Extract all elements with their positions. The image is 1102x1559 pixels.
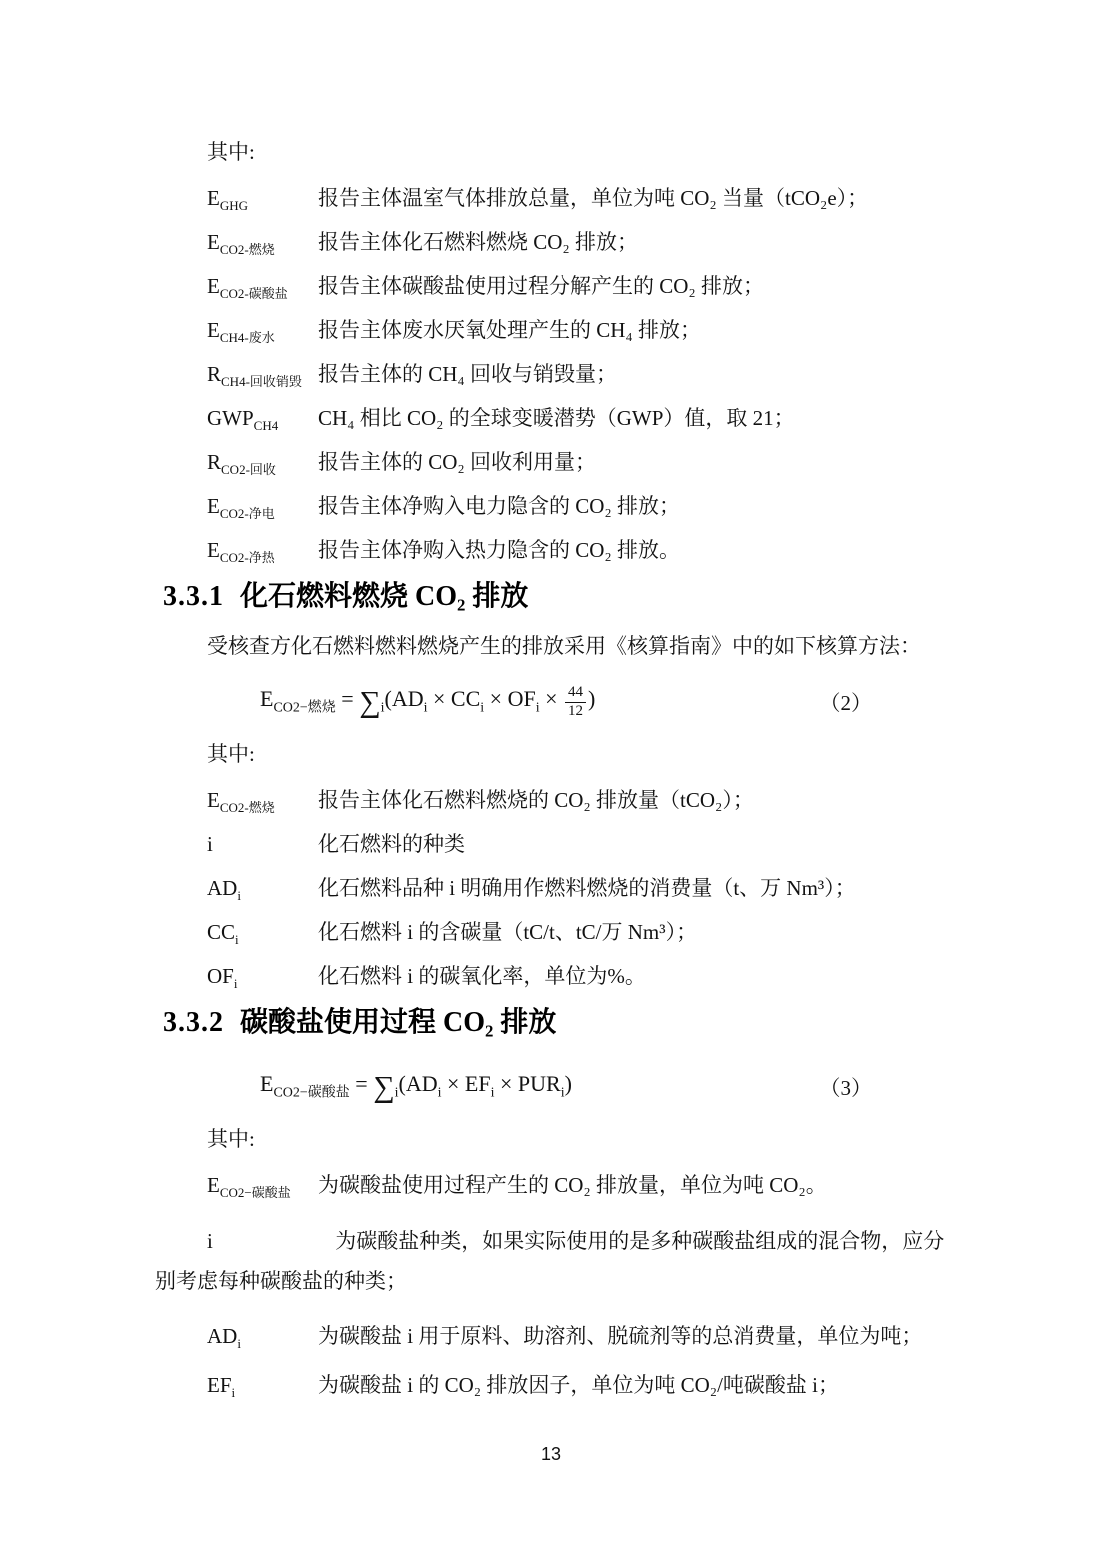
symbol-subscript: CO2−碳酸盐 bbox=[219, 1185, 291, 1201]
symbol-subscript: CO2-回收 bbox=[221, 462, 276, 478]
page-footer bbox=[0, 1444, 1102, 1465]
symbol-description: 报告主体净购入热力隐含的 CO₂ 排放。 bbox=[318, 538, 680, 562]
symbol-subscript: i bbox=[237, 888, 241, 904]
symbol-description: 报告主体温室气体排放总量，单位为吨 CO₂ 当量（tCO₂e）； bbox=[318, 186, 869, 210]
definition-row bbox=[207, 537, 947, 564]
formula-2-expression: $E_{CO2-燃烧} = \sum_i(AD_i \times CC_i \times OF_i$ × $\frac{44}{12}$ ) bbox=[260, 684, 596, 719]
section-3-3-1-definition-list bbox=[155, 787, 947, 990]
symbol-base: i bbox=[207, 1229, 213, 1253]
definition-row bbox=[207, 1172, 947, 1199]
symbol-subscript: i bbox=[233, 976, 238, 992]
symbol-subscript: i bbox=[235, 932, 239, 948]
symbol-base: E bbox=[207, 230, 220, 254]
symbol-base: E bbox=[207, 788, 220, 812]
formula-3-expression: $E_{CO2-碳酸盐} = \sum_i(AD_i \times EF_i \times PUR_i)$ bbox=[260, 1070, 572, 1104]
symbol-term bbox=[207, 919, 318, 946]
intro-lead: 其中: bbox=[207, 140, 255, 164]
symbol-description: 报告主体碳酸盐使用过程分解产生的 CO₂ 排放； bbox=[318, 274, 764, 298]
section-3-3-1-heading bbox=[163, 581, 947, 613]
symbol-subscript: CO2-燃烧 bbox=[219, 242, 275, 258]
symbol-description: 报告主体化石燃料燃烧 CO₂ 排放； bbox=[318, 230, 638, 254]
symbol-term bbox=[207, 963, 318, 990]
symbol-term bbox=[207, 1172, 318, 1199]
symbol-description: 报告主体的 CH₄ 回收与销毁量； bbox=[318, 362, 617, 386]
symbol-term bbox=[207, 361, 318, 388]
definition-row bbox=[207, 361, 947, 388]
symbol-description: 为碳酸盐 i 用于原料、助溶剂、脱硫剂等的总消费量，单位为吨； bbox=[318, 1324, 923, 1348]
section-title: 化石燃料燃烧 CO₂ 排放 bbox=[240, 581, 529, 612]
section-title: 碳酸盐使用过程 CO₂ 排放 bbox=[240, 1007, 557, 1038]
formula-3-number: （3） bbox=[819, 1076, 872, 1100]
symbol-base: CC bbox=[207, 920, 236, 944]
formula-2-number: （2） bbox=[819, 691, 872, 715]
symbol-term bbox=[207, 273, 318, 300]
definition-row bbox=[207, 317, 947, 344]
symbol-subscript: CO2-碳酸盐 bbox=[219, 286, 288, 302]
definition-row bbox=[207, 1323, 947, 1350]
definition-row bbox=[207, 229, 947, 256]
symbol-base: GWP bbox=[207, 406, 254, 430]
symbol-term bbox=[207, 1323, 318, 1350]
section-3-3-2-heading bbox=[163, 1007, 947, 1039]
symbol-base: E bbox=[207, 186, 220, 210]
symbol-subscript: CO2-净热 bbox=[219, 550, 275, 566]
symbol-base: i bbox=[207, 832, 213, 856]
symbol-description: 为碳酸盐使用过程产生的 CO₂ 排放量，单位为吨 CO₂。 bbox=[318, 1173, 827, 1197]
symbol-base: AD bbox=[207, 876, 238, 900]
symbol-description: 报告主体废水厌氧处理产生的 CH₄ 排放； bbox=[318, 318, 701, 342]
symbol-term bbox=[207, 875, 318, 902]
definition-row bbox=[207, 1372, 947, 1399]
symbol-term bbox=[207, 1221, 330, 1261]
section-3-3-2-definition-list bbox=[155, 1172, 947, 1399]
definition-row bbox=[207, 919, 947, 946]
symbol-subscript: CO2-净电 bbox=[219, 506, 275, 522]
symbol-base: E bbox=[207, 274, 220, 298]
symbol-term bbox=[207, 787, 318, 814]
definition-row bbox=[207, 831, 947, 858]
symbol-base: OF bbox=[207, 964, 234, 988]
symbol-description: 为碳酸盐种类，如果实际使用的是多种碳酸盐组成的混合物，应分别考虑每种碳酸盐的种类； bbox=[155, 1229, 945, 1293]
symbol-description: 为碳酸盐 i 的 CO₂ 排放因子，单位为吨 CO₂/吨碳酸盐 i； bbox=[318, 1373, 839, 1397]
symbol-description: 化石燃料的种类 bbox=[318, 832, 465, 856]
symbol-subscript: i bbox=[237, 1336, 241, 1352]
symbol-term bbox=[207, 493, 318, 520]
definition-row bbox=[207, 405, 947, 432]
symbol-subscript: i bbox=[231, 1385, 236, 1401]
symbol-subscript: CH4-废水 bbox=[219, 330, 275, 346]
intro-definition-list bbox=[155, 185, 947, 564]
symbol-base: E bbox=[207, 538, 220, 562]
symbol-term bbox=[207, 449, 318, 476]
symbol-term bbox=[207, 317, 318, 344]
definition-row bbox=[207, 493, 947, 520]
symbol-term bbox=[207, 405, 318, 432]
section-number: 3.3.1 bbox=[163, 581, 224, 612]
symbol-subscript: CH4-回收销毁 bbox=[221, 374, 302, 390]
section-3-3-1-lead: 其中: bbox=[207, 742, 255, 766]
symbol-subscript: GHG bbox=[219, 198, 248, 214]
definition-row bbox=[207, 787, 947, 814]
symbol-base: E bbox=[207, 1173, 220, 1197]
symbol-description: 化石燃料品种 i 明确用作燃料燃烧的消费量（t、万 Nm³）； bbox=[318, 876, 856, 900]
symbol-base: E bbox=[207, 318, 220, 342]
symbol-base: AD bbox=[207, 1324, 238, 1348]
definition-row bbox=[207, 875, 947, 902]
symbol-subscript: CO2-燃烧 bbox=[219, 800, 275, 816]
page-number: 13 bbox=[540, 1444, 562, 1464]
symbol-description: 化石燃料 i 的含碳量（tC/t、tC/万 Nm³）； bbox=[318, 920, 698, 944]
symbol-term bbox=[207, 185, 318, 212]
formula-3-row bbox=[155, 1059, 947, 1115]
definition-row bbox=[155, 1221, 947, 1301]
symbol-description: 报告主体的 CO₂ 回收利用量； bbox=[318, 450, 596, 474]
definition-row bbox=[207, 273, 947, 300]
symbol-description: 报告主体净购入电力隐含的 CO₂ 排放； bbox=[318, 494, 680, 518]
symbol-description: CH₄ 相比 CO₂ 的全球变暖潜势（GWP）值，取 21； bbox=[318, 406, 795, 430]
section-3-3-1-paragraph: 受核查方化石燃料燃料燃烧产生的排放采用《核算指南》中的如下核算方法： bbox=[207, 634, 921, 658]
symbol-term bbox=[207, 229, 318, 256]
section-number: 3.3.2 bbox=[163, 1007, 224, 1038]
symbol-base: EF bbox=[207, 1373, 232, 1397]
definition-row bbox=[207, 963, 947, 990]
definition-row bbox=[207, 449, 947, 476]
symbol-description: 报告主体化石燃料燃烧的 CO₂ 排放量（tCO₂）； bbox=[318, 788, 754, 812]
symbol-subscript: CH4 bbox=[253, 418, 279, 434]
symbol-base: R bbox=[207, 450, 222, 474]
formula-2-row bbox=[155, 674, 947, 730]
symbol-base: E bbox=[207, 494, 220, 518]
symbol-term bbox=[207, 537, 318, 564]
section-3-3-2-lead: 其中: bbox=[207, 1127, 255, 1151]
symbol-term bbox=[207, 831, 318, 858]
definition-row bbox=[207, 185, 947, 212]
symbol-term bbox=[207, 1372, 318, 1399]
symbol-base: R bbox=[207, 362, 222, 386]
symbol-description: 化石燃料 i 的碳氧化率，单位为%。 bbox=[318, 964, 646, 988]
